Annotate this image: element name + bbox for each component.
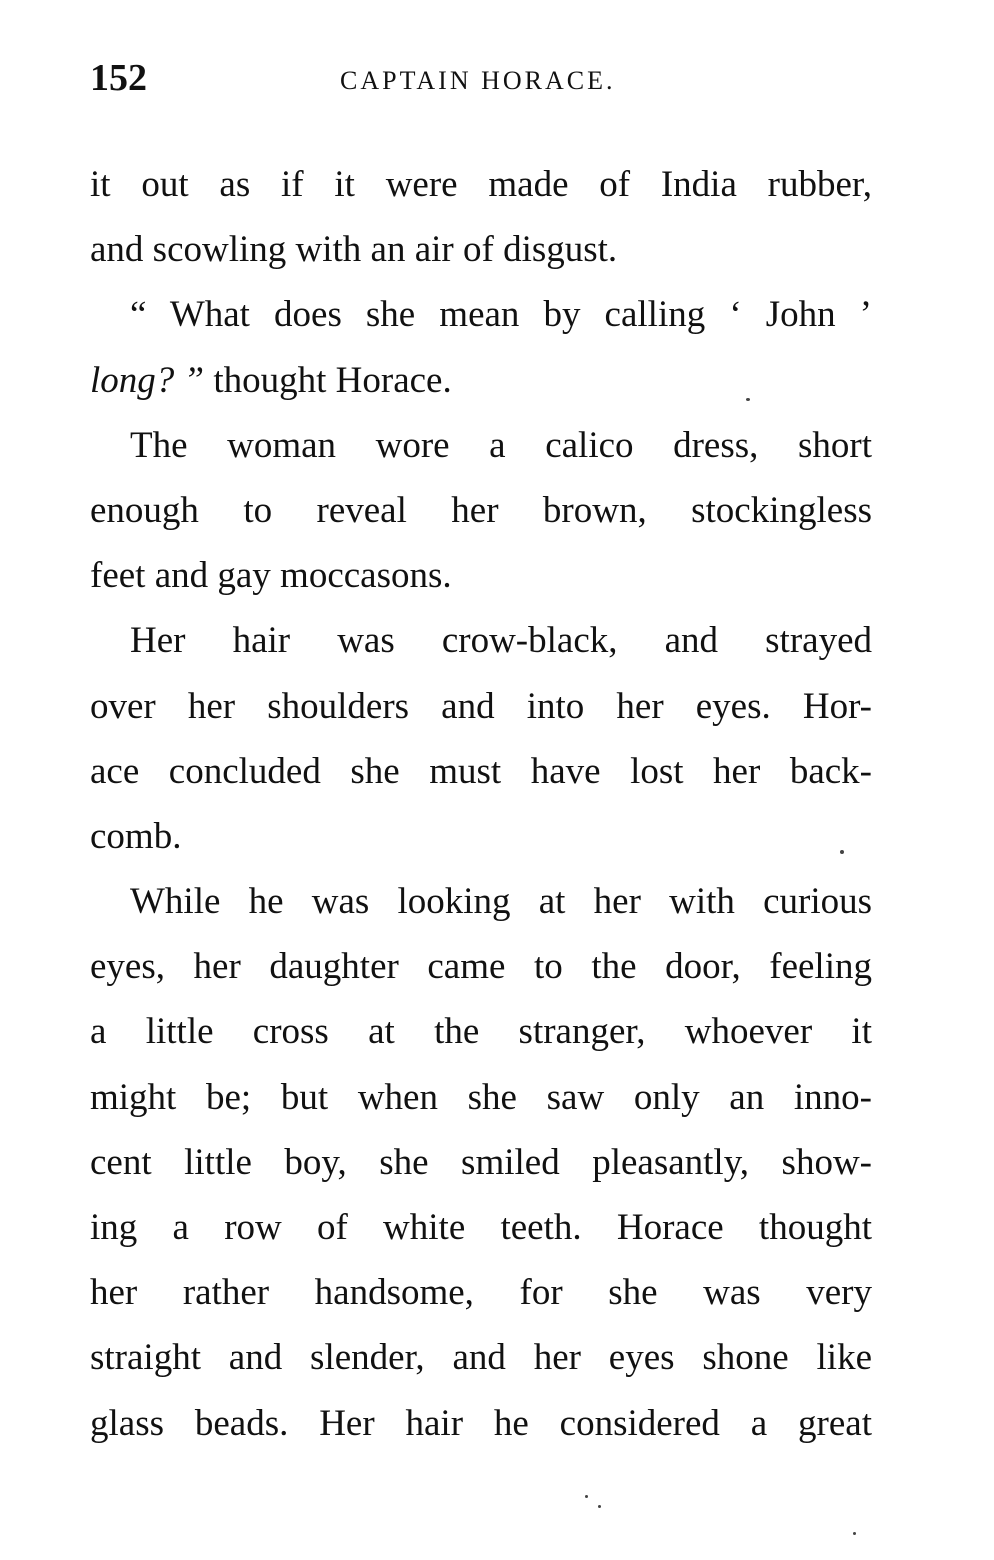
text-line: straight and slender, and her eyes shone like [90, 1337, 872, 1379]
print-speck [746, 398, 750, 401]
text-line: While he was looking at her with curious [130, 881, 872, 923]
text-line: ace concluded she must have lost her back- [90, 750, 872, 792]
text-line: comb. [90, 815, 182, 857]
text-line: The woman wore a calico dress, short [130, 424, 872, 466]
print-speck [598, 1505, 601, 1508]
text-line: enough to reveal her brown, stockingless [90, 489, 872, 531]
text-line: “ What does she mean by calling ‘ John ’ [130, 294, 872, 336]
text-line: ing a row of white teeth. Horace thought [90, 1207, 872, 1248]
print-speck [840, 850, 844, 854]
text-line: it out as if it were made of India rubber, [90, 164, 872, 205]
text-line: glass beads. Her hair he considered a great [90, 1402, 872, 1444]
text-line: her rather handsome, for she was very [90, 1272, 872, 1314]
text-line [90, 348, 872, 413]
text-line: feet and gay moccasons. [90, 555, 452, 597]
text-line: and scowling with an air of disgust. [90, 229, 618, 271]
running-title: CAPTAIN HORACE. [340, 66, 616, 95]
text-line: might be; but when she saw only an inno- [90, 1076, 872, 1118]
page-number: 152 [90, 57, 147, 99]
italic-fragment: long? ” [90, 359, 205, 401]
text-line: eyes, her daughter came to the door, feeling [90, 946, 872, 988]
print-speck [853, 1532, 856, 1535]
text-line: over her shoulders and into her eyes. Hor- [90, 685, 872, 727]
text-line: a little cross at the stranger, whoever it [90, 1011, 872, 1053]
text-line-rest: thought Horace. [213, 359, 452, 401]
body-text [90, 152, 872, 1456]
text-line: cent little boy, she smiled pleasantly, show- [90, 1141, 872, 1183]
running-head [90, 56, 880, 106]
text-line: Her hair was crow-black, and strayed [130, 620, 872, 662]
print-speck [585, 1495, 588, 1498]
